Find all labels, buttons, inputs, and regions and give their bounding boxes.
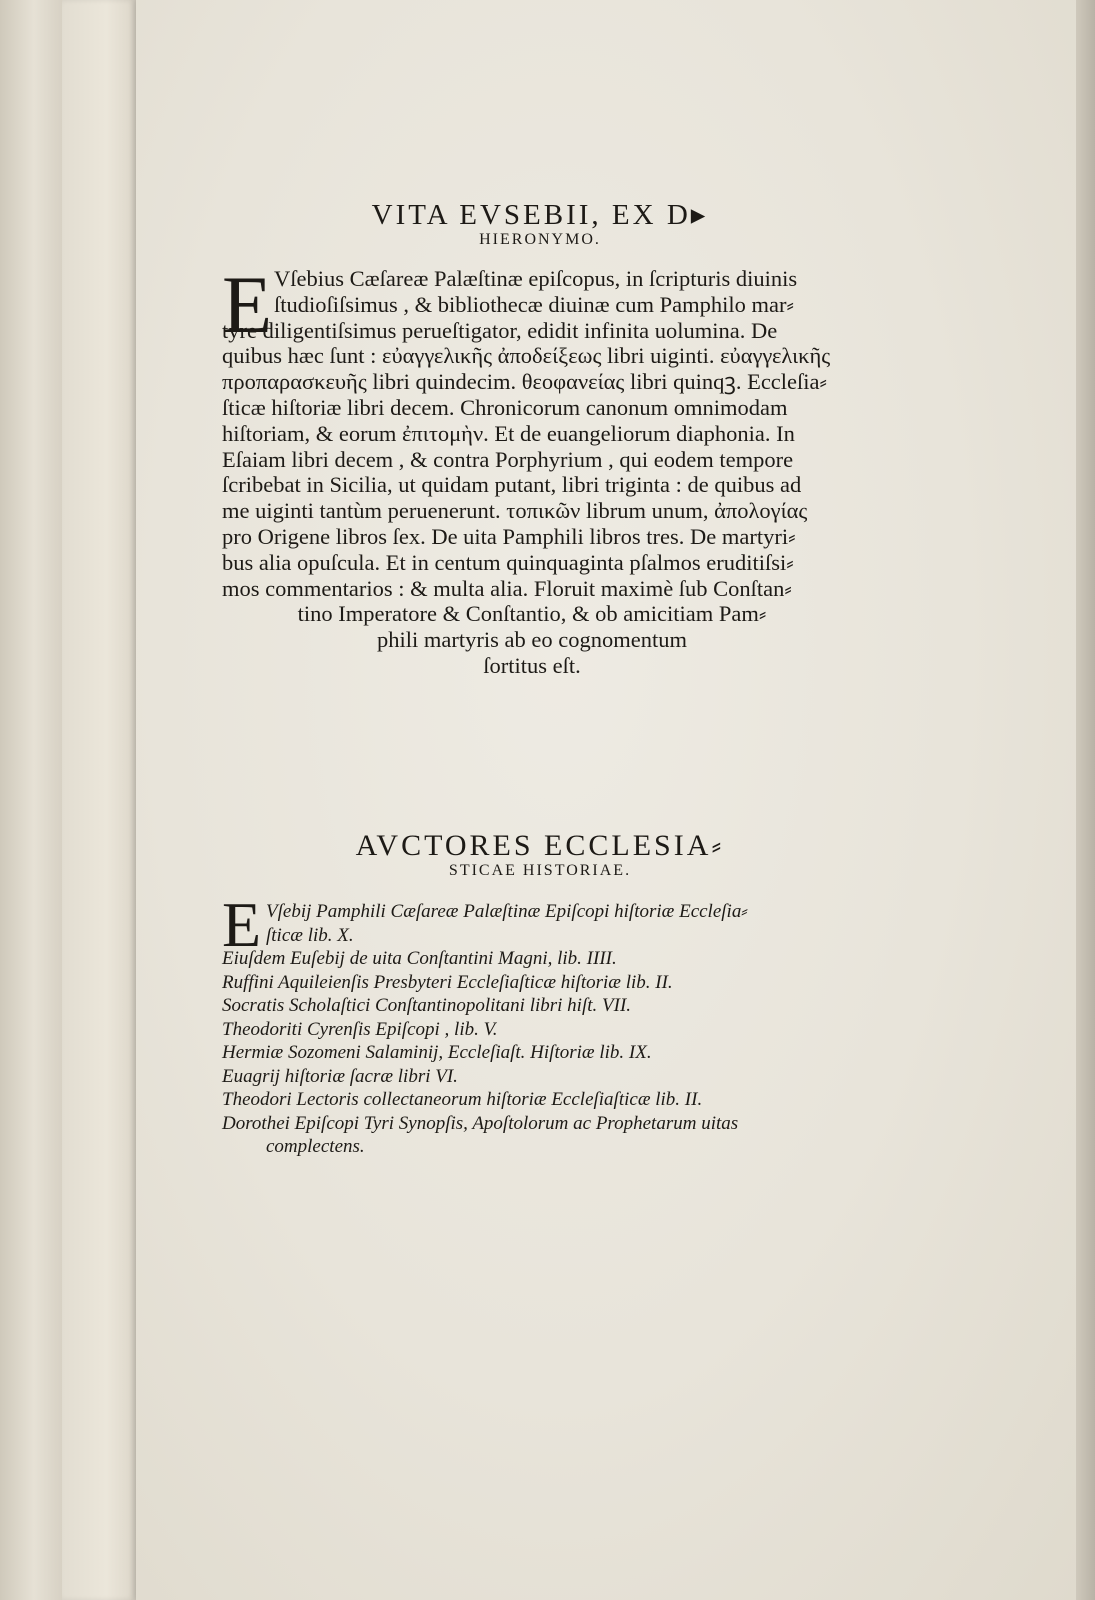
list-item: Eiuſdem Euſebij de uita Conſtantini Magni, lib. IIII. xyxy=(222,948,617,969)
list-item: ſticæ lib. X. xyxy=(266,924,354,946)
text-line: quibus hæc ſunt : εὐαγγελικῆς ἀποδείξεως libri uiginti. εὐαγγελικῆς xyxy=(222,343,831,369)
text-line: pro Origene libros ſex. De uita Pamphili libros tres. De martyri⸗ xyxy=(222,523,796,549)
text-line: προπαρασκευῆς libri quindecim. θεοφανείας libri quinqꝫ. Eccleſia⸗ xyxy=(222,369,828,395)
text-line: ſticæ hiſtoriæ libri decem. Chronicorum canonum omnimodam xyxy=(222,394,788,420)
text-line: me uiginti tantùm peruenerunt. τοπικῶν librum unum, ἀπολογίας xyxy=(222,498,808,524)
section-subheading-vita: HIERONYMO. xyxy=(479,231,601,248)
list-item: Ruffini Aquileienſis Presbyteri Eccleſiaſticæ hiſtoriæ lib. II. xyxy=(222,971,673,993)
text-line: tino Imperatore & Conſtantio, & ob amicitiam Pam⸗ xyxy=(297,601,767,627)
list-item: Socratis Scholaſtici Conſtantinopolitani libri hiſt. VII. xyxy=(222,995,632,1016)
text-line: ſortitus eſt. xyxy=(483,652,581,678)
text-line: ſtudioſiſsimus , & bibliothecæ diuinæ cum Pamphilo mar⸗ xyxy=(274,291,794,317)
list-item: complectens. xyxy=(266,1136,365,1157)
text-line: hiſtoriam, & eorum ἐπιτομὴν. Et de euangeliorum diaphonia. In xyxy=(222,420,795,446)
facing-page-edge xyxy=(62,0,136,1600)
authors-list xyxy=(222,900,822,1159)
section-heading-auctores: AVCTORES ECCLESIA⸗ xyxy=(355,829,725,862)
text-line: Eſaiam libri decem , & contra Porphyrium , qui eodem tempore xyxy=(222,446,794,472)
text-line: phili martyris ab eo cognomentum xyxy=(377,627,687,653)
left-margin xyxy=(0,0,62,1600)
vita-body-text xyxy=(222,259,842,679)
text-line: ſcribebat in Sicilia, ut quidam putant, libri triginta : de quibus ad xyxy=(222,472,802,498)
list-item: Theodori Lectoris collectaneorum hiſtoriæ Eccleſiaſticæ lib. II. xyxy=(222,1089,703,1110)
page-right-edge xyxy=(1076,0,1095,1600)
list-item: Theodoriti Cyrenſis Epiſcopi , lib. V. xyxy=(222,1018,498,1040)
section-heading-vita: VITA EVSEBII, EX D▸ xyxy=(371,199,709,231)
text-line: bus alia opuſcula. Et in centum quinquaginta pſalmos eruditiſsi⸗ xyxy=(222,549,794,575)
list-item: Vſebij Pamphili Cæſareæ Palæſtinæ Epiſcopi hiſtoriæ Eccleſia⸗ xyxy=(266,901,748,922)
section-subheading-auctores: STICAE HISTORIAE. xyxy=(448,862,632,879)
drop-cap-initial: E xyxy=(222,259,273,350)
list-item: Hermiæ Sozomeni Salaminij, Eccleſiaſt. Hiſtoriæ lib. IX. xyxy=(222,1042,652,1063)
drop-cap-initial: E xyxy=(222,889,262,960)
text-line: mos commentarios : & multa alia. Floruit maximè ſub Conſtan⸗ xyxy=(222,575,792,601)
list-item: Dorothei Epiſcopi Tyri Synopſis, Apoſtolorum ac Prophetarum uitas xyxy=(222,1112,739,1134)
text-line: tyre diligentiſsimus perueſtigator, edidit infinita uolumina. De xyxy=(222,317,778,343)
text-line: Vſebius Cæſareæ Palæſtinæ epiſcopus, in ſcripturis diuinis xyxy=(274,266,798,291)
list-item: Euagrij hiſtoriæ ſacræ libri VI. xyxy=(222,1065,458,1087)
